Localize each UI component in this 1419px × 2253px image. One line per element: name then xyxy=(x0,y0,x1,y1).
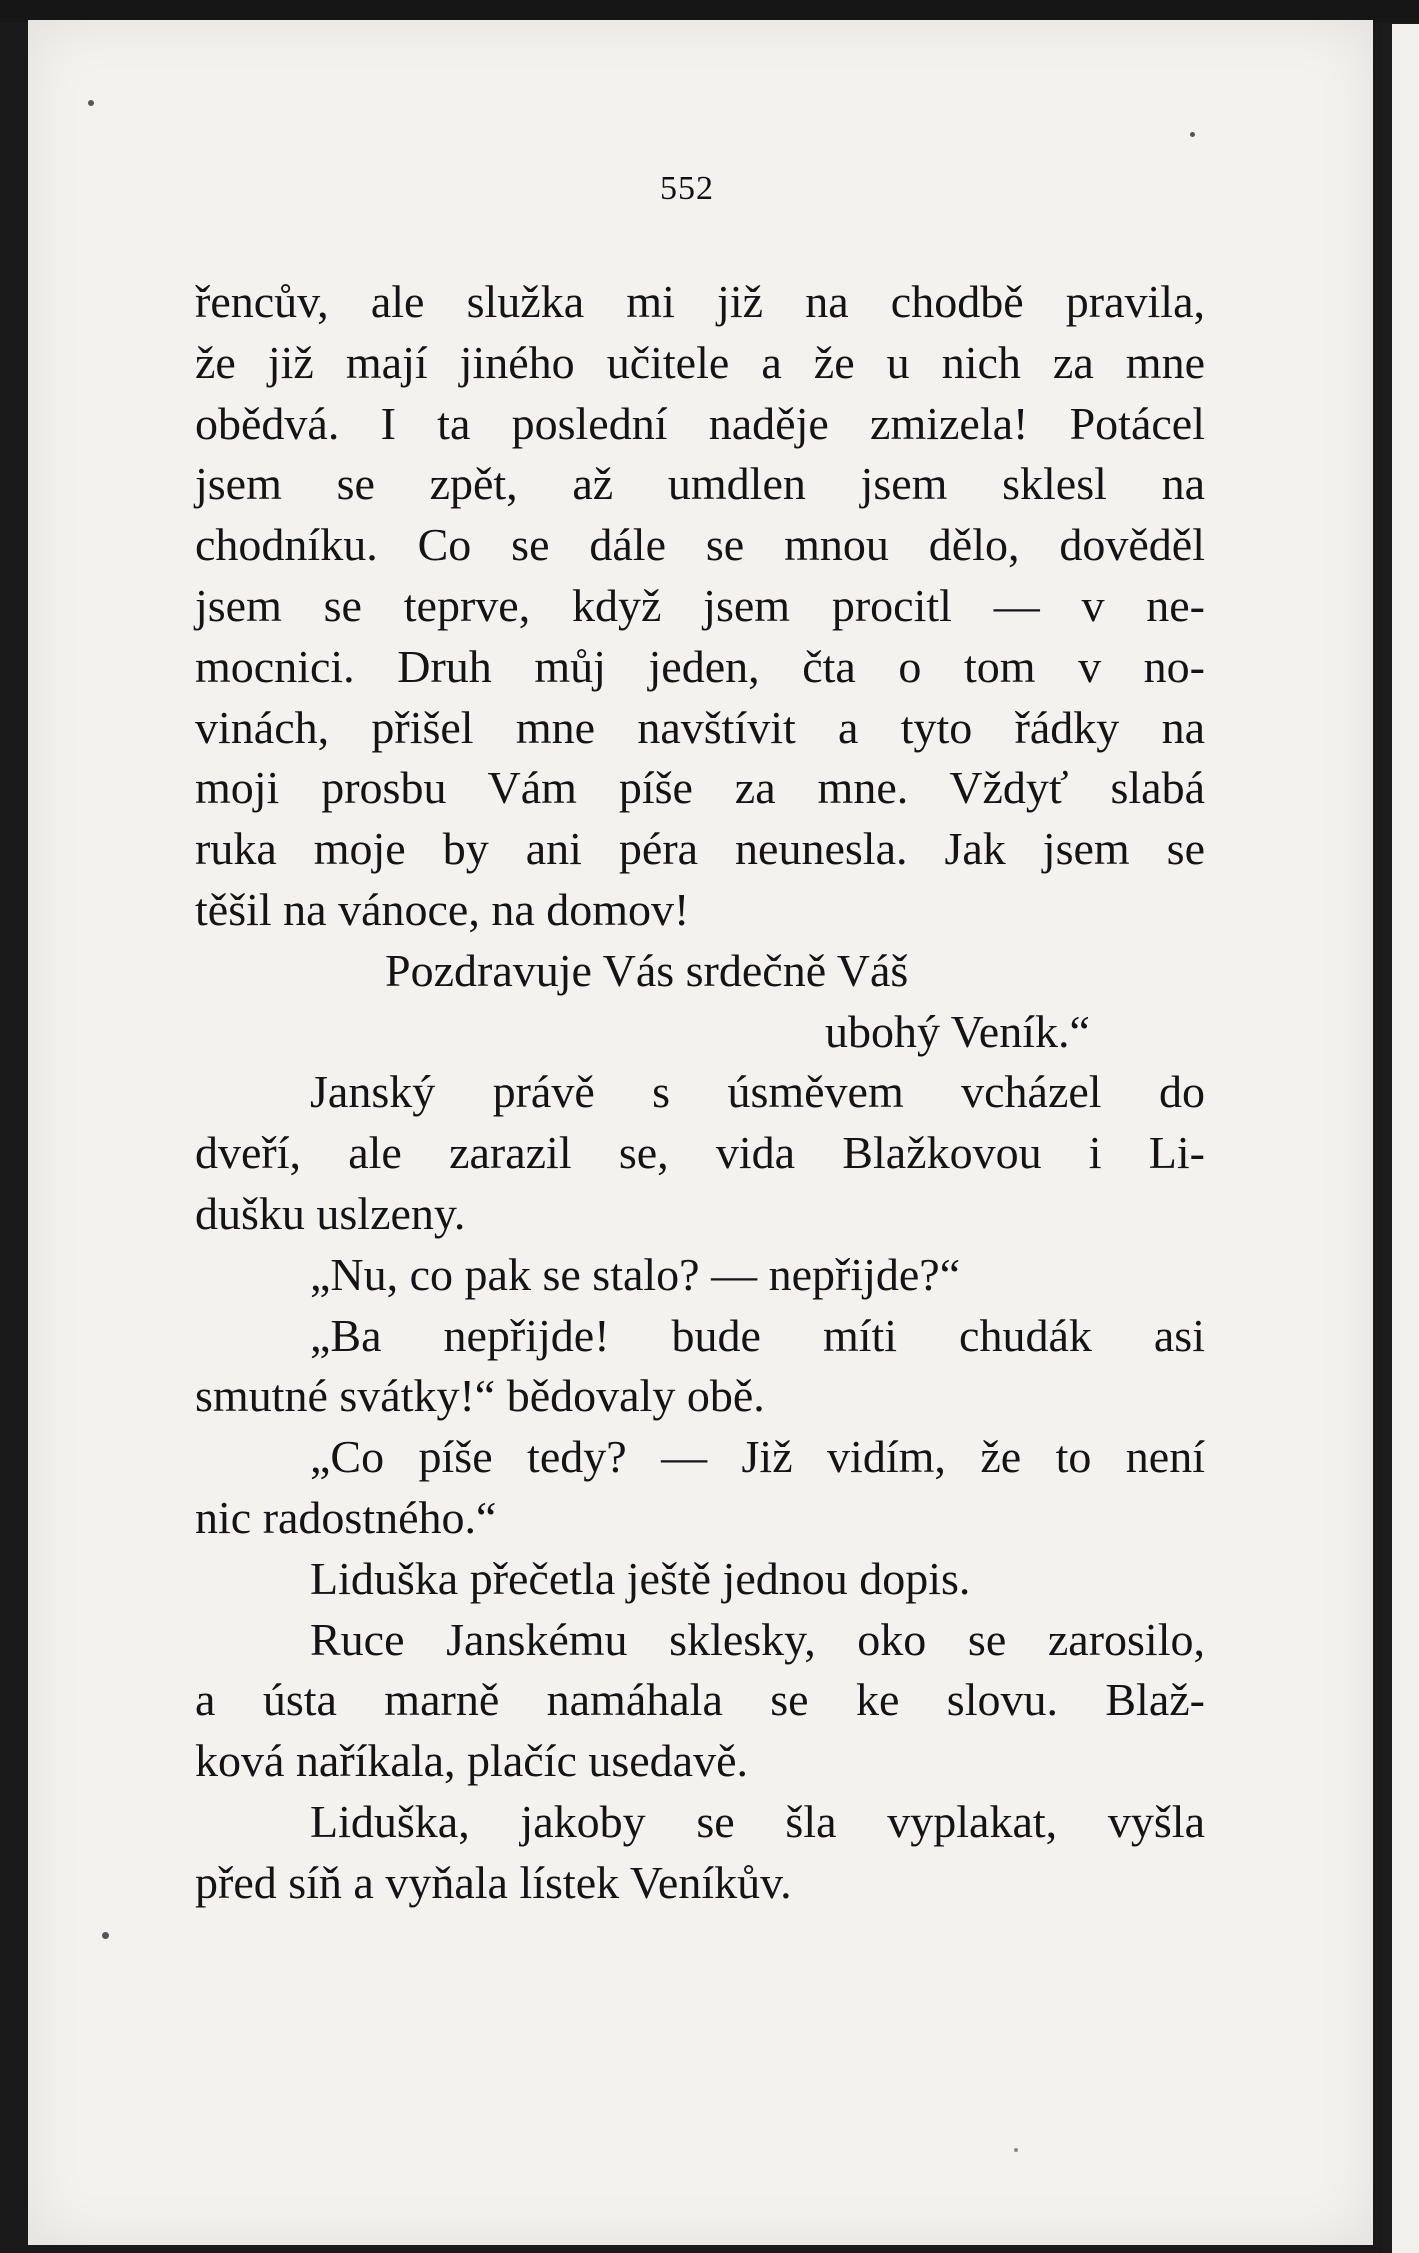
body-text xyxy=(195,272,1205,1914)
text-line: „Co píše tedy? — Již vidím, že to není xyxy=(310,1431,1205,1483)
text-line: že již mají jiného učitele a že u nich za mne xyxy=(195,336,1205,388)
scan-speck xyxy=(1190,132,1195,137)
text-line: „Ba nepřijde! bude míti chudák asi xyxy=(310,1309,1205,1361)
text-line: jsem se zpět, až umdlen jsem sklesl na xyxy=(195,458,1205,510)
text-line: dveří, ale zarazil se, vida Blažkovou i Li- xyxy=(195,1127,1205,1179)
text-line: řencův, ale služka mi již na chodbě pravila, xyxy=(195,276,1205,327)
text-line: Ruce Janskému sklesky, oko se zarosilo, xyxy=(310,1613,1205,1665)
text-line: Liduška, jakoby se šla vyplakat, vyšla xyxy=(310,1795,1205,1847)
scan-right-border xyxy=(1383,24,1392,2253)
text-line: smutné svátky!“ bědovaly obě. xyxy=(195,1370,765,1422)
text-line: obědvá. I ta poslední naděje zmizela! Potácel xyxy=(195,397,1205,449)
text-line: těšil na vánoce, na domov! xyxy=(195,883,690,935)
text-line: Liduška přečetla ještě jednou dopis. xyxy=(310,1552,971,1604)
page-number: 552 xyxy=(660,170,714,207)
text-line: jsem se teprve, když jsem procitl — v ne- xyxy=(195,579,1205,631)
scan-right-margin xyxy=(1392,24,1419,2253)
text-line: mocnici. Druh můj jeden, čta o tom v no- xyxy=(195,640,1205,692)
text-line: vinách, přišel mne navštívit a tyto řádky na xyxy=(195,701,1205,753)
text-line: moji prosbu Vám píše za mne. Vždyť slabá xyxy=(195,762,1205,814)
text-line: ková naříkala, plačíc usedavě. xyxy=(195,1735,749,1787)
scan-speck xyxy=(1014,2148,1018,2152)
text-line: a ústa marně namáhala se ke slovu. Blaž- xyxy=(195,1674,1205,1726)
text-line: chodníku. Co se dále se mnou dělo, dověděl xyxy=(195,519,1205,571)
scan-speck xyxy=(88,100,94,106)
greeting-line: Pozdravuje Vás srdečně Váš xyxy=(385,944,909,996)
signature-line: ubohý Veník.“ xyxy=(825,1005,1090,1057)
text-line: ruka moje by ani péra neunesla. Jak jsem se xyxy=(195,823,1205,875)
text-line: nic radostného.“ xyxy=(195,1491,497,1543)
scan-top-edge xyxy=(0,0,1419,22)
text-line: „Nu, co pak se stalo? — nepřijde?“ xyxy=(310,1248,961,1300)
scan-speck xyxy=(102,1932,109,1939)
text-line: Janský právě s úsměvem vcházel do xyxy=(310,1066,1205,1118)
text-line: dušku uslzeny. xyxy=(195,1187,466,1239)
text-line: před síň a vyňala lístek Veníkův. xyxy=(195,1856,792,1908)
